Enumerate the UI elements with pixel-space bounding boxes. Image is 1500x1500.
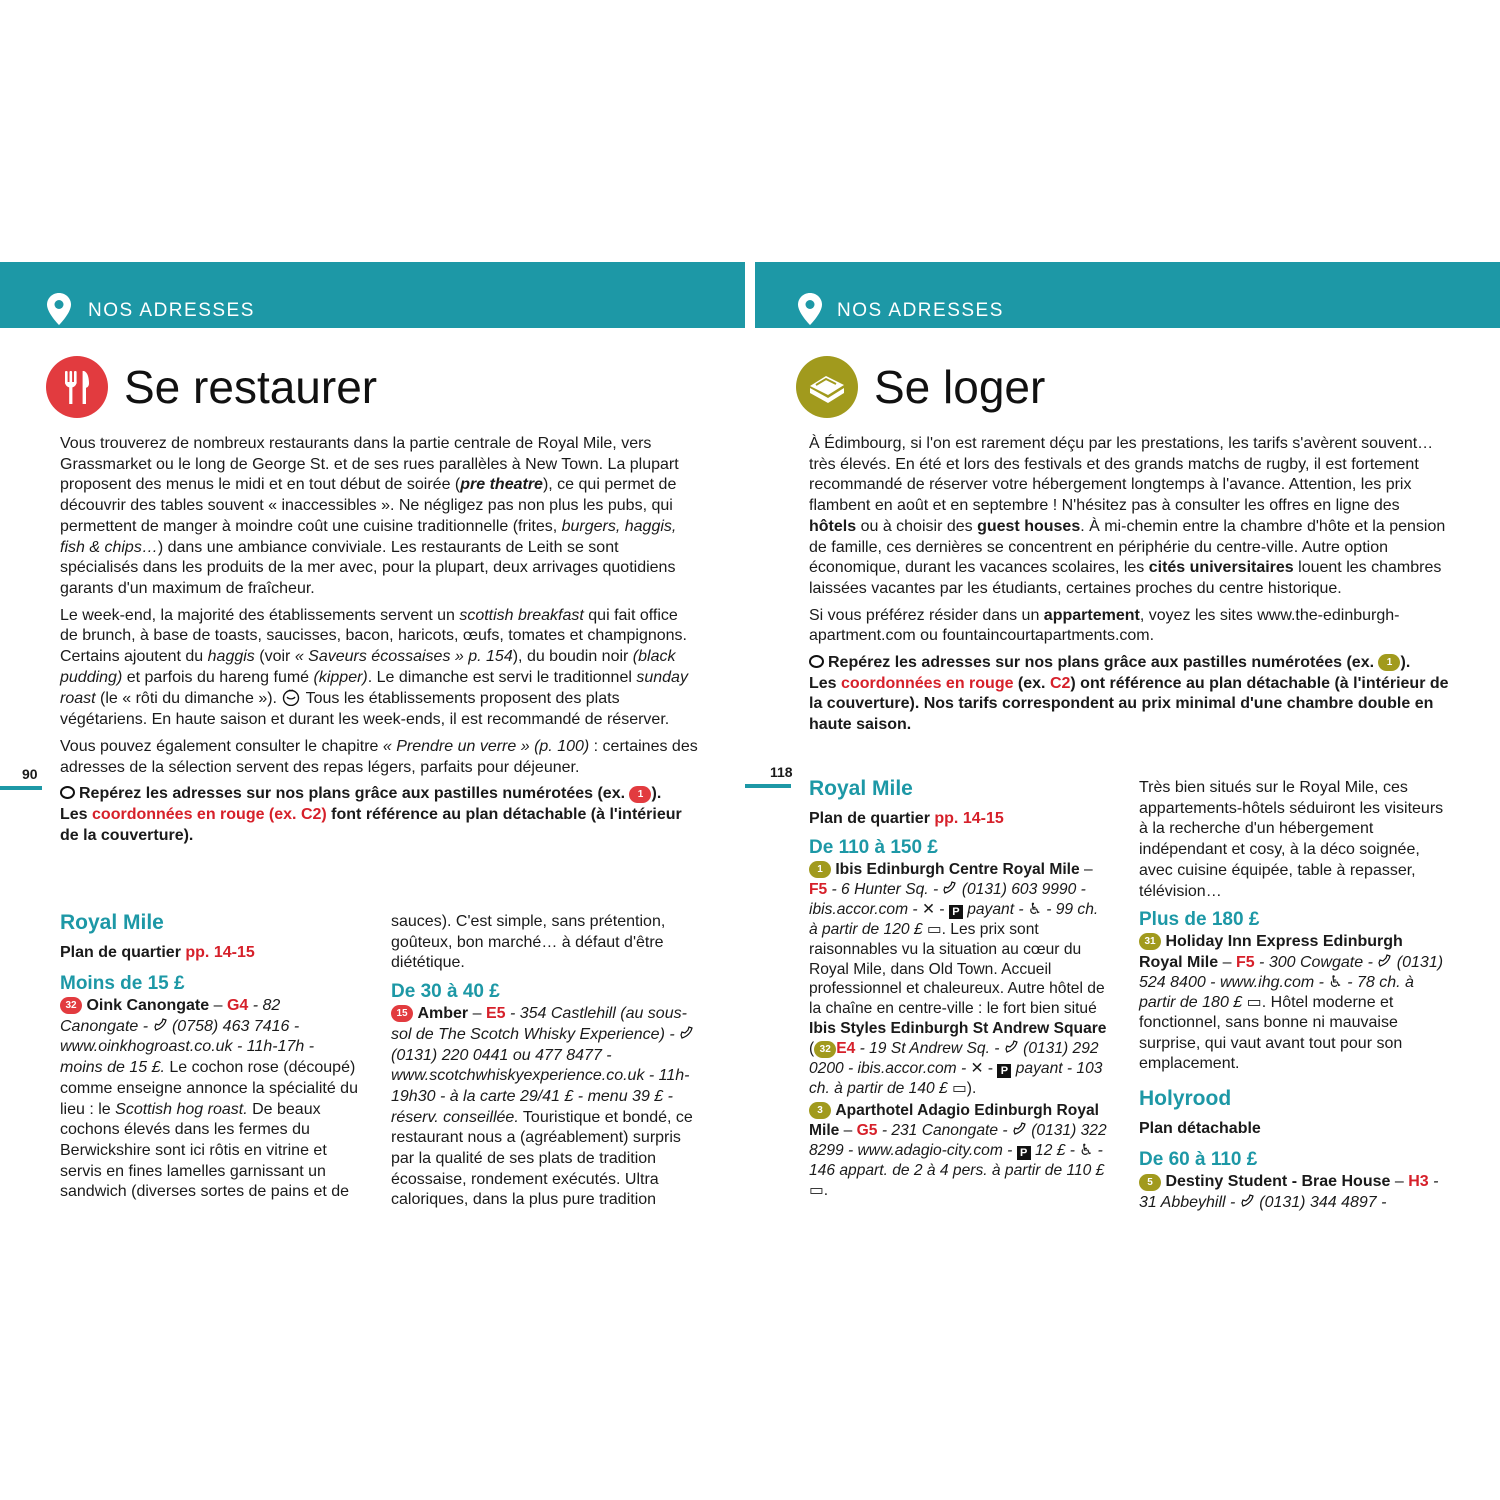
parking-icon: P: [1017, 1146, 1031, 1160]
plan-reference: Plan détachable: [1139, 1120, 1261, 1138]
listing-holiday-inn: 31 Holiday Inn Express Edinburgh Royal Mile – F5 - 300 Cowgate - (0131) 524 8400 - www.ihg.com - ♿ - 78 ch. à partir de 180 £ ▭. Hôtel moderne et fonctionnel, sans bonne ni mauvaise surprise, qui vaut avant tout pour son emplacement.: [1139, 933, 1444, 1072]
intro-paragraph: Vous trouverez de nombreux restaurants dans la partie centrale de Royal Mile, vers Grassmarket ou le long de George St. et de ses rues parallèles à New Town. La plupart proposent des menus le midi et en tout début de soirée (pre theatre), ce qui permet de découvrir des tables souvent « inaccessibles ». Ne négligez pas non plus les pubs, qui permettent de manger à moindre coût une cuisine traditionnelle (frites, burgers, haggis, fish & chips…) dans une ambiance conviviale. Les restaurants de Leith se sont spécialisés dans les produits de la mer avec, pour la plupart, deux arrivages quotidiens garants d'un maximum de fraîcheur.: [60, 435, 679, 597]
district-heading: Holyrood: [1139, 1087, 1232, 1111]
continued-text: sauces). C'est simple, sans prétention, goûteux, bon marché… à défaut d'être diététique.: [391, 913, 666, 972]
phone-icon: [942, 881, 957, 894]
restaurant-icon: ✕: [970, 1060, 984, 1078]
eye-icon: [809, 655, 824, 668]
price-heading: Plus de 180 £: [1139, 909, 1260, 931]
listing-amber: 15 Amber – E5 - 354 Castlehill (au sous-sol de The Scotch Whisky Experience) - (0131) 220 0441 ou 477 8477 - www.scotchwhiskyexperience.co.uk - 11h-19h30 - à la carte 29/41 £ - menu 39 £ - réserv. conseillée. Touristique et bondé, ce restaurant nous a (agréablement) surpris par la qualité de ses plats de tradition écossaise, rondement exécutés. Ultra caloriques, dans la plus pure tradition: [391, 1005, 693, 1209]
listing-oink: 32 Oink Canongate – G4 - 82 Canongate - (0758) 463 7416 - www.oinkhogroast.co.uk - 11h-17h - moins de 15 £. Le cochon rose (découpé) comme enseigne annonce la spécialité du lieu : le Scottish hog roast. De beaux cochons élevés dans les fermes du Berwickshire sont ici rôtis en vitrine et servis en fines lamelles garnissant un sandwich (diverses sortes de pains et de: [60, 997, 358, 1201]
breakfast-icon: ▭: [1246, 994, 1262, 1012]
price-heading: De 110 à 150 £: [809, 837, 938, 858]
section-label: NOS ADRESSES: [837, 300, 1004, 321]
page-title: Se restaurer: [124, 361, 378, 413]
right-col-1: [809, 776, 1109, 1200]
right-intro: [809, 434, 1449, 736]
left-col-2: [391, 912, 701, 1211]
listing-ibis: 1 Ibis Edinburgh Centre Royal Mile – F5 - 6 Hunter Sq. - (0131) 603 9990 - ibis.accor.com - ✕ - P payant - ♿ - 99 ch. à partir de 120 £ ▭. Les prix sont raisonnables vu la situation au cœur du Royal Mile, dans Old Town. Accueil professionnel et chaleureux. Autre hôtel de la chaîne en centre-ville : le fort bien situé Ibis Styles Edinburgh St Andrew Square ( 32 E4 - 19 St Andrew Sq. - (0131) 292 0200 - ibis.accor.com - ✕ - P payant - 103 ch. à partir de 140 £ ▭).: [809, 861, 1107, 1097]
page-number-bar: [0, 786, 42, 790]
breakfast-icon: ▭: [952, 1079, 967, 1097]
phone-icon: [1240, 1194, 1255, 1207]
weekend-paragraph: Le week-end, la majorité des établissements servent un scottish breakfast qui fait office de brunch, à base de toasts, saucisses, bacon, haricots, œufs, tomates et champignons. Certains ajoutent du haggis (voir « Saveurs écossaises » p. 154), du boudin noir (black pudding) et parfois du hareng fumé (kipper). Le dimanche est servi le traditionnel sunday roast (le « rôti du dimanche »). Tous les établissements proposent des plats végétariens. En haute saison et durant les week-ends, il est recommandé de réserver.: [60, 606, 688, 729]
price-heading: De 60 à 110 £: [1139, 1149, 1258, 1171]
listing-destiny: 5 Destiny Student - Brae House – H3 - 31 Abbeyhill - (0131) 344 4897 -: [1139, 1173, 1439, 1211]
accessible-icon: ♿: [1328, 973, 1343, 991]
location-pin-icon: [46, 292, 72, 326]
right-col-2: [1139, 778, 1444, 1214]
accessible-icon: ♿: [1079, 1141, 1094, 1159]
bed-icon: [796, 356, 858, 418]
fork-knife-icon: [46, 356, 108, 418]
map-note: Repérez les adresses sur nos plans grâce aux pastilles numérotées (ex. 1 ). Les coordonnées en rouge (ex. C2) font référence au plan détachable (à l'intérieur de la couverture).: [60, 785, 682, 844]
vegetarian-icon: [281, 688, 301, 706]
phone-icon: [1004, 1040, 1019, 1053]
district-heading: Royal Mile: [809, 777, 913, 800]
page-number: 90: [22, 766, 38, 782]
phone-icon: [1377, 954, 1392, 967]
listing-adagio: 3 Aparthotel Adagio Edinburgh Royal Mile – G5 - 231 Canongate - (0131) 322 8299 - www.adagio-city.com - P 12 £ - ♿ - 146 appart. de 2 à 4 pers. à partir de 110 £ ▭.: [809, 1101, 1107, 1199]
breakfast-icon: ▭: [809, 1181, 824, 1199]
plan-reference: Plan de quartier pp. 14-15: [60, 944, 255, 961]
plan-reference: Plan de quartier pp. 14-15: [809, 810, 1004, 827]
breakfast-icon: ▭: [926, 920, 942, 938]
location-pin-icon: [797, 292, 823, 326]
left-col-1: [60, 910, 360, 1203]
page-title: Se loger: [874, 361, 1046, 413]
eye-icon: [60, 786, 75, 799]
header-bar-right: [755, 262, 1500, 328]
page-number-bar: [745, 784, 791, 788]
phone-icon: [679, 1026, 694, 1039]
continued-text: Très bien situés sur le Royal Mile, ces appartements-hôtels séduiront les visiteurs à la recherche d'un hébergement indépendant et cosy, à la déco soignée, avec cuisine équipée, table à repasser, télévision…: [1139, 779, 1444, 900]
accessible-icon: ♿: [1027, 900, 1042, 918]
restaurant-icon: ✕: [921, 900, 936, 918]
page-title-right: [796, 356, 1476, 420]
section-label: NOS ADRESSES: [88, 300, 255, 321]
parking-icon: P: [949, 905, 963, 919]
chapter-paragraph: Vous pouvez également consulter le chapitre « Prendre un verre » (p. 100) : certaines des adresses de la sélection servent des repas légers, parfaits pour déjeuner.: [60, 737, 698, 776]
price-heading: Moins de 15 £: [60, 973, 185, 994]
phone-icon: [1012, 1122, 1027, 1135]
price-heading: De 30 à 40 £: [391, 981, 500, 1003]
left-intro: [60, 434, 700, 846]
phone-icon: [153, 1018, 168, 1031]
page-title-left: [46, 356, 726, 420]
header-bar-left: [0, 262, 745, 328]
district-heading: Royal Mile: [60, 911, 164, 934]
intro-paragraph: À Édimbourg, si l'on est rarement déçu par les prestations, les tarifs s'avèrent souvent… très élevés. En été et lors des festivals et des grands matchs de rugby, il est fortement recommandé de réserver votre hébergement longtemps à l'avance. Attention, les prix flambent en août et en septembre ! N'hésitez pas à consulter les offres en ligne des hôtels ou à choisir des guest houses. À mi-chemin entre la chambre d'hôte et la pension de famille, ces dernières se concentrent en périphérie du centre-ville. Autre option économique, durant les vacances scolaires, les cités universitaires louent les chambres laissées vacantes par les étudiants, certaines proches du centre historique.: [809, 435, 1446, 597]
map-note: Repérez les adresses sur nos plans grâce aux pastilles numérotées (ex. 1 ). Les coordonnées en rouge (ex. C2) ont référence au plan détachable (à l'intérieur de la couverture). Nos tarifs correspondent au prix minimal d'une chambre double en haute saison.: [809, 654, 1449, 734]
page-number: 118: [770, 764, 793, 780]
apartment-paragraph: Si vous préférez résider dans un appartement, voyez les sites www.the-edinburgh-apartment.com ou fountaincourtapartments.com.: [809, 606, 1400, 645]
parking-icon: P: [997, 1064, 1011, 1078]
